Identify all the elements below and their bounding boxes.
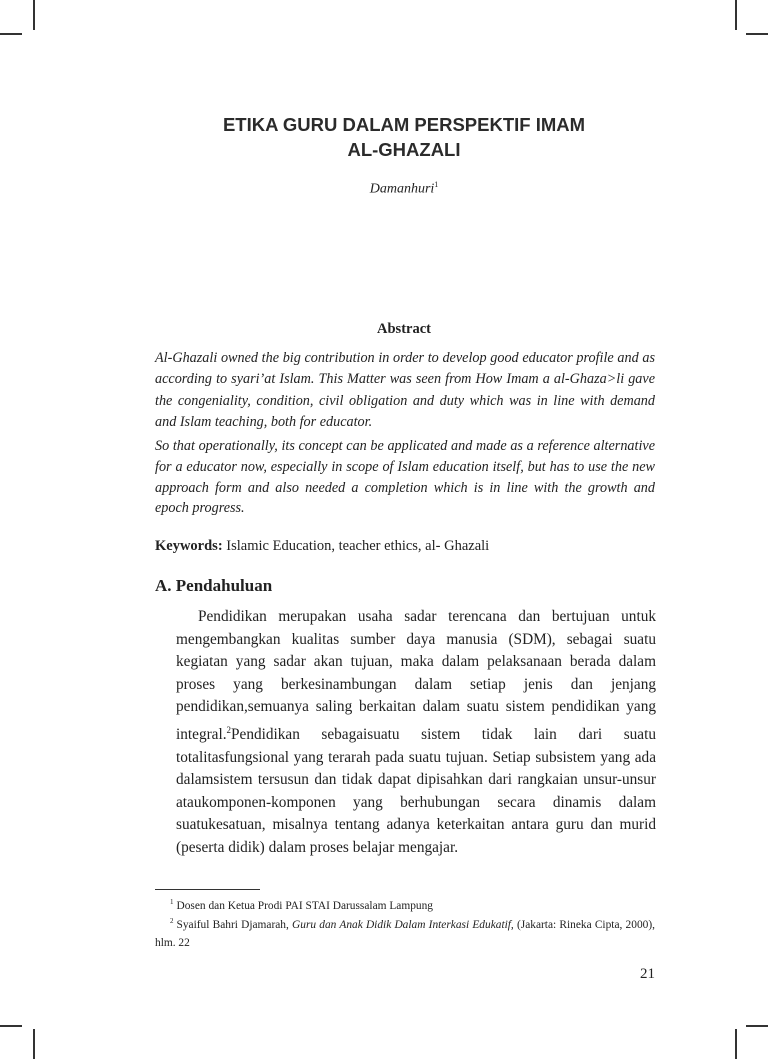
crop-mark-bl-v: [33, 1029, 35, 1059]
author: [0, 180, 768, 198]
crop-mark-br-h: [746, 1025, 768, 1027]
crop-mark-tr-h: [746, 33, 768, 35]
footnote-divider: [155, 889, 260, 890]
footnote-2-text-before: Syaiful Bahri Djamarah,: [176, 918, 293, 931]
author-note-mark: 1: [434, 180, 439, 189]
crop-mark-tl-v: [33, 0, 35, 30]
paper-title: [0, 112, 768, 162]
crop-mark-br-v: [735, 1029, 737, 1059]
crop-mark-bl-h: [0, 1025, 22, 1027]
abstract-paragraph-2: So that operationally, its concept can be applicated and made as a reference alternative for a educator now, especially in scope of Islam education itself, but has to use the new approach form and also needed a completion which is in line with the growth and epoch progress.: [155, 438, 655, 517]
abstract-paragraph-1: Al-Ghazali owned the big contribution in order to develop good educator profile and as according to syari’at Islam. This Matter was seen from How Imam a al-Ghaza>li gave the congeniality, condition, civil obligation and duty which was in line with demand and Islam teaching, both for educator.: [155, 350, 655, 430]
footnote-2: [155, 912, 655, 952]
author-name: Damanhuri: [369, 181, 435, 197]
keywords-text: Islamic Education, teacher ethics, al- Ghazali: [222, 538, 490, 554]
keywords-label: Keywords:: [155, 538, 223, 554]
title-line-1: ETIKA GURU DALAM PERSPEKTIF IMAM: [222, 114, 586, 135]
title-line-2: AL-GHAZALI: [347, 139, 461, 160]
abstract-heading: Abstract: [377, 321, 431, 337]
page-number: 21: [640, 966, 655, 982]
body-text-part-2: Pendidikan sebagaisuatu sistem tidak lain dari suatu totalitasfungsional yang terarah pada suatu tujuan. Setiap subsistem yang ada dalamsistem tersusun dan tidak dapat dipisahkan dari rangkaian unsur-unsur ataukomponen-komponen yang berhubungan secara dinamis dalam suatukesatuan, misalnya tentang adanya keterkaitan antara guru dan murid (peserta didik) dalam proses belajar mengajar.: [176, 726, 656, 857]
keywords: [155, 538, 655, 555]
footnote-2-book-title: Guru dan Anak Didik Dalam Interkasi Edukatif,: [292, 918, 514, 931]
section-heading: A. Pendahuluan: [155, 576, 273, 595]
footnote-1-mark: 1: [170, 898, 174, 906]
crop-mark-tl-h: [0, 33, 22, 35]
body-text-part-1: Pendidikan merupakan usaha sadar terencana dan bertujuan untuk mengembangkan kualitas sumber daya manusia (SDM), sebagai suatu kegiatan yang sadar akan tujuan, maka dalam pelaksanaan berada dalam proses yang berkesinambungan dalam setiap jenis dan jenjang pendidikan,semuanya saling berkaitan dalam suatu sistem pendidikan yang integral.: [176, 608, 656, 744]
crop-mark-tr-v: [735, 0, 737, 30]
body-paragraph: [176, 606, 656, 860]
footnote-1-text: Dosen dan Ketua Prodi PAI STAI Darussalam Lampung: [176, 899, 433, 912]
footnote-2-mark: 2: [170, 917, 174, 925]
body-note-mark: 2: [226, 724, 232, 735]
footnote-2-text-after: (Jakarta: Rineka Cipta, 2000), hlm. 22: [155, 918, 655, 949]
